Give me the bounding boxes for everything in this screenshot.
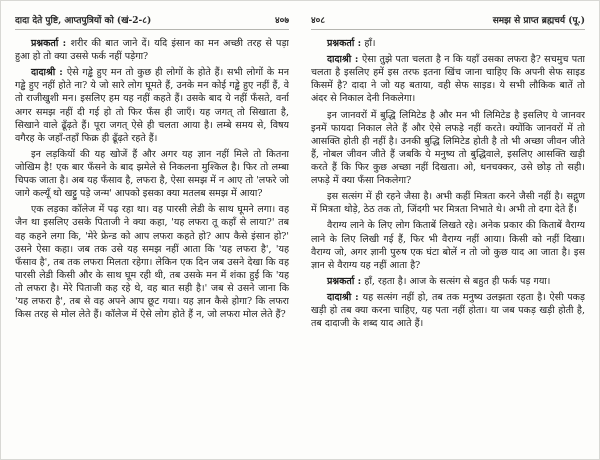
right-running-title: समझ से प्राप्त ब्रह्मचर्य (पू.) [492, 16, 585, 26]
paragraph-text: इस सत्संग में ही रहने जैसा है। अभी कहीं मित्रता करने जैसी नहीं है। सद्गुण में मित्रता थोड़े, ठेठ तक तो, जिंदगी भर मित्रता निभाते थे। अभी तो दगा देते हैं। [311, 191, 585, 216]
speaker-label: दादाश्री : [31, 67, 67, 79]
paragraph [15, 66, 289, 145]
speaker-label: प्रश्नकर्ता : [31, 38, 71, 49]
paragraph [311, 109, 585, 188]
speaker-label: प्रश्नकर्ता : [327, 38, 365, 49]
left-page-header [15, 13, 289, 30]
paragraph [311, 219, 585, 271]
left-page-number: ४०७ [274, 16, 289, 26]
paragraph [15, 37, 289, 63]
speaker-label: दादाश्री : [327, 54, 363, 66]
paragraph-text: एक लड़का कॉलेज में पढ़ रहा था। वह पारसी लेडी के साथ घूमने लगा। वह जैन था इसलिए उसके पिताजी ने क्या कहा, 'यह लफरा तू कहाँ से लाया?' तब वह कहने लगा कि, 'मेरे फ्रेन्ड को आप लफरा कहते हो? आप कैसे इंसान हो?' उसने ऐसा कहा। जब तक उसे यह समझ नहीं आता कि 'यह लफरा है', 'यह फँसाव है', तब तक लफरा मिलता रहेगा। लेकिन एक दिन जब उसने देखा कि वह पारसी लेडी किसी और के साथ घूम रही थी, तब उसके मन में शंका हुई कि 'यह तो लफरा है। मेरे पिताजी कह रहे थे, वह बात सही है।' जब से उसने जाना कि 'यह लफरा है', तब से वह अपने आप छूट गया। यह ज्ञान कैसे होगा? कि लफरा किस तरह से मोल लेते हैं। कॉलेज में ऐसे लोग होते हैं न, जो लफरा मोल लेते हैं? [15, 204, 289, 321]
paragraph-text: यह सत्संग नहीं हो, तब तक मनुष्य उलझता रहता है। ऐसी पकड़ खड़ी हो तब क्या करना चाहिए, यह पता नहीं होता। या जब पकड़ खड़ी होती है, तब दादाजी के शब्द याद आते हैं। [311, 291, 585, 330]
left-page [15, 13, 289, 449]
paragraph-text: ऐसे गड्ढे हुए मन तो कुछ ही लोगों के होते हैं। सभी लोगों के मन गड्ढे हुए नहीं होते ना? ये जो सारे लोग घूमते हैं, उनके मन कोई गड्ढे हुए नहीं हैं, वे तो राजीखुशी मन। इसलिए हम यह नहीं कहते हैं। उसके बाद ये नहीं फँसते, वर्ना अगर समझ नहीं दी गई हो तो फिर फँस ही जाएँ। यह जगत् तो सिखाता है, सिखाने वाले ढूँढ़ते हैं। पूरा जगत् ऐसे ही चलता आया है। लम्बे समय से, विषय वगैरह के जहाँ-तहाँ फिक्र ही ढूँढ़ते रहते हैं। [15, 67, 289, 144]
paragraph-text: हाँ। [364, 38, 376, 49]
paragraph-text: इन लड़कियों की यह खोजें हैं और अगर यह ज्ञान नहीं मिले तो कितना जोखिम है! एक बार फँसने के बाद झमेले से निकलना मुश्किल है। फिर तो लम्बा चिपक जाता है। अब यह फँसाव है, लफरा है, ऐसा समझ में न आए तो 'लफरे जो जागे कल्यूँ थो खट्टु पड़े जन्म' आपको इसका क्या मतलब समझ में आया? [15, 148, 289, 200]
right-page-header [311, 13, 585, 30]
paragraph [311, 190, 585, 216]
paragraph-text: वैराग्य लाने के लिए लोग किताबें लिखते रहे। अनेक प्रकार की किताबें वैराग्य लाने के लिए लिखी गई हैं, फिर भी वैराग्य नहीं आया। किसी को नहीं दिखा। वैराग्य जो, अगर ज्ञानी पुरुष एक घंटा बोलें न तो जो कुछ याद आ जाता है। इस ज्ञान से वैराग्य यह नहीं आता है? [311, 220, 585, 271]
speaker-label: दादाश्री : [327, 291, 363, 303]
paragraph [15, 203, 289, 321]
paragraph-text: हाँ, रहता है। आज के सत्संग से बहुत ही फर्क पड़ गया। [364, 275, 551, 287]
right-page [311, 13, 585, 449]
paragraph-text: शरीर की बात जाने दें। यदि इंसान का मन अच्छी तरह से पड़ा हुआ हो तो क्या उससे फर्क नहीं पड़ेगा? [15, 38, 289, 63]
paragraph [311, 53, 585, 105]
paragraph [311, 37, 585, 50]
left-running-title: दादा देते पुष्टि, आप्तपुत्रियों को (खं-2-८) [15, 16, 152, 26]
paragraph-text: इन जानवरों में बुद्धि लिमिटेड है और मन भी लिमिटेड है इसलिए ये जानवर इनमें फायदा निकाल लेते हैं और ऐसे लफड़े नहीं करते। क्योंकि जानवरों में तो आसक्ति होती ही नहीं है। उनकी बुद्धि लिमिटेड होती है तो भी अच्छा जीवन जीते हैं, नोबल जीवन जीते हैं जबकि ये मनुष्य तो बुद्धिवाले, इसलिए आसक्ति खड़ी करते हैं कि फिर कुछ अच्छा नहीं दिखता। ओ, धनचक्कर, उसे छोड़ तो सही। लफड़े में क्या फँसा निकलेगा? [311, 109, 585, 187]
paragraph-text: ऐसा तुझे पता चलता है न कि यहाँ उसका लफरा है? सचमुच पता चलता है इसलिए हमें इस तरफ इतना खिंच जाना चाहिए कि अपनी सेफ साइड किसमें है? दादा ने जो यह बताया, वही सेफ साइड। ये सभी लौकिक बातें तो अंदर से निकाल देनी निकलेगा। [311, 54, 585, 105]
speaker-label: प्रश्नकर्ता : [327, 275, 365, 287]
paragraph [15, 148, 289, 200]
paragraph [311, 275, 585, 288]
right-page-number: ४०८ [311, 16, 326, 26]
paragraph [311, 291, 585, 330]
